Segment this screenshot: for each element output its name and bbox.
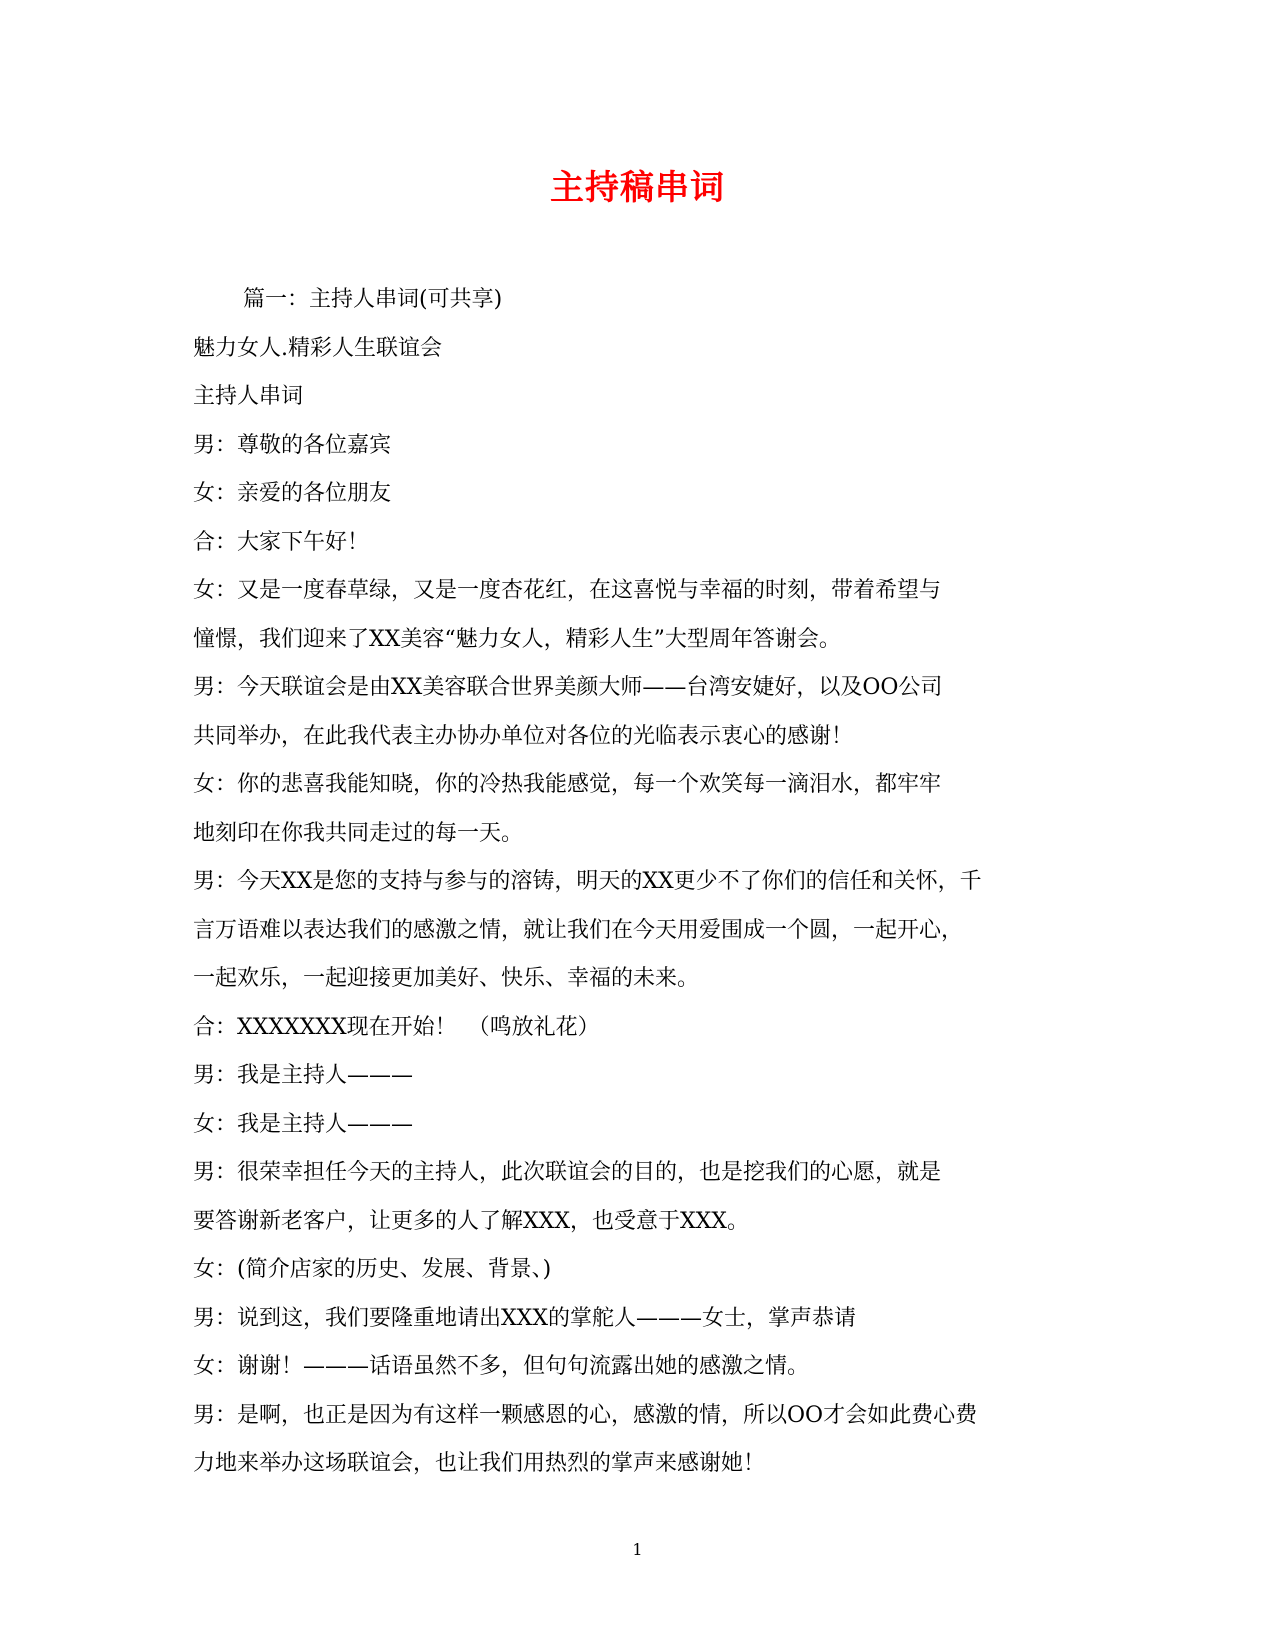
text-line: 要答谢新老客户，让更多的人了解XXX，也受意于XXX。 <box>193 1208 749 1234</box>
text-line: 男：今天联谊会是由XX美容联合世界美颜大师——台湾安婕好，以及OO公司 <box>193 675 943 700</box>
text-line: 女：又是一度春草绿，又是一度杏花红，在这喜悦与幸福的时刻，带着希望与 <box>193 578 942 603</box>
page-number: 1 <box>632 1540 643 1559</box>
text-line: 男：今天XX是您的支持与参与的溶铸，明天的XX更少不了你们的信任和关怀，千 <box>193 869 982 894</box>
text-line: 一起欢乐，一起迎接更加美好、快乐、幸福的未来。 <box>193 966 700 991</box>
text-line: 合：大家下午好！ <box>193 529 370 555</box>
text-line: 女：亲爱的各位朋友 <box>193 481 392 506</box>
text-line: 女：(简介店家的历史、发展、背景、) <box>193 1257 552 1282</box>
text-line: 合：XXXXXXX现在开始！ （鸣放礼花） <box>193 1014 600 1040</box>
text-line: 男：尊敬的各位嘉宾 <box>193 432 392 458</box>
document-title: 主持稿串词 <box>550 168 725 208</box>
text-line: 男：我是主持人——— <box>193 1063 414 1088</box>
text-line: 女：你的悲喜我能知晓，你的冷热我能感觉，每一个欢笑每一滴泪水，都牢牢 <box>193 772 942 797</box>
text-line: 主持人串词 <box>193 384 304 409</box>
text-line: 言万语难以表达我们的感激之情，就让我们在今天用爱围成一个圆，一起开心， <box>193 917 964 943</box>
text-line: 女：谢谢！———话语虽然不多，但句句流露出她的感激之情。 <box>193 1354 810 1379</box>
text-line: 女：我是主持人——— <box>193 1111 414 1137</box>
text-line: 地刻印在你我共同走过的每一天。 <box>193 820 524 846</box>
text-line: 男：很荣幸担任今天的主持人，此次联谊会的目的，也是挖我们的心愿，就是 <box>193 1160 942 1185</box>
text-line: 男：是啊，也正是因为有这样一颗感恩的心，感激的情，所以OO才会如此费心费 <box>193 1402 978 1428</box>
document-body <box>193 276 1073 1489</box>
text-line: 篇一：主持人串词(可共享) <box>243 287 503 312</box>
text-line: 男：说到这，我们要隆重地请出XXX的掌舵人———女士，掌声恭请 <box>193 1305 856 1331</box>
text-line: 憧憬，我们迎来了XX美容“魅力女人，精彩人生”大型周年答谢会。 <box>193 626 841 652</box>
text-line: 力地来举办这场联谊会，也让我们用热烈的掌声来感谢她！ <box>193 1451 766 1476</box>
text-line: 共同举办，在此我代表主办协办单位对各位的光临表示衷心的感谢！ <box>193 723 854 749</box>
text-line: 魅力女人.精彩人生联谊会 <box>193 335 442 361</box>
